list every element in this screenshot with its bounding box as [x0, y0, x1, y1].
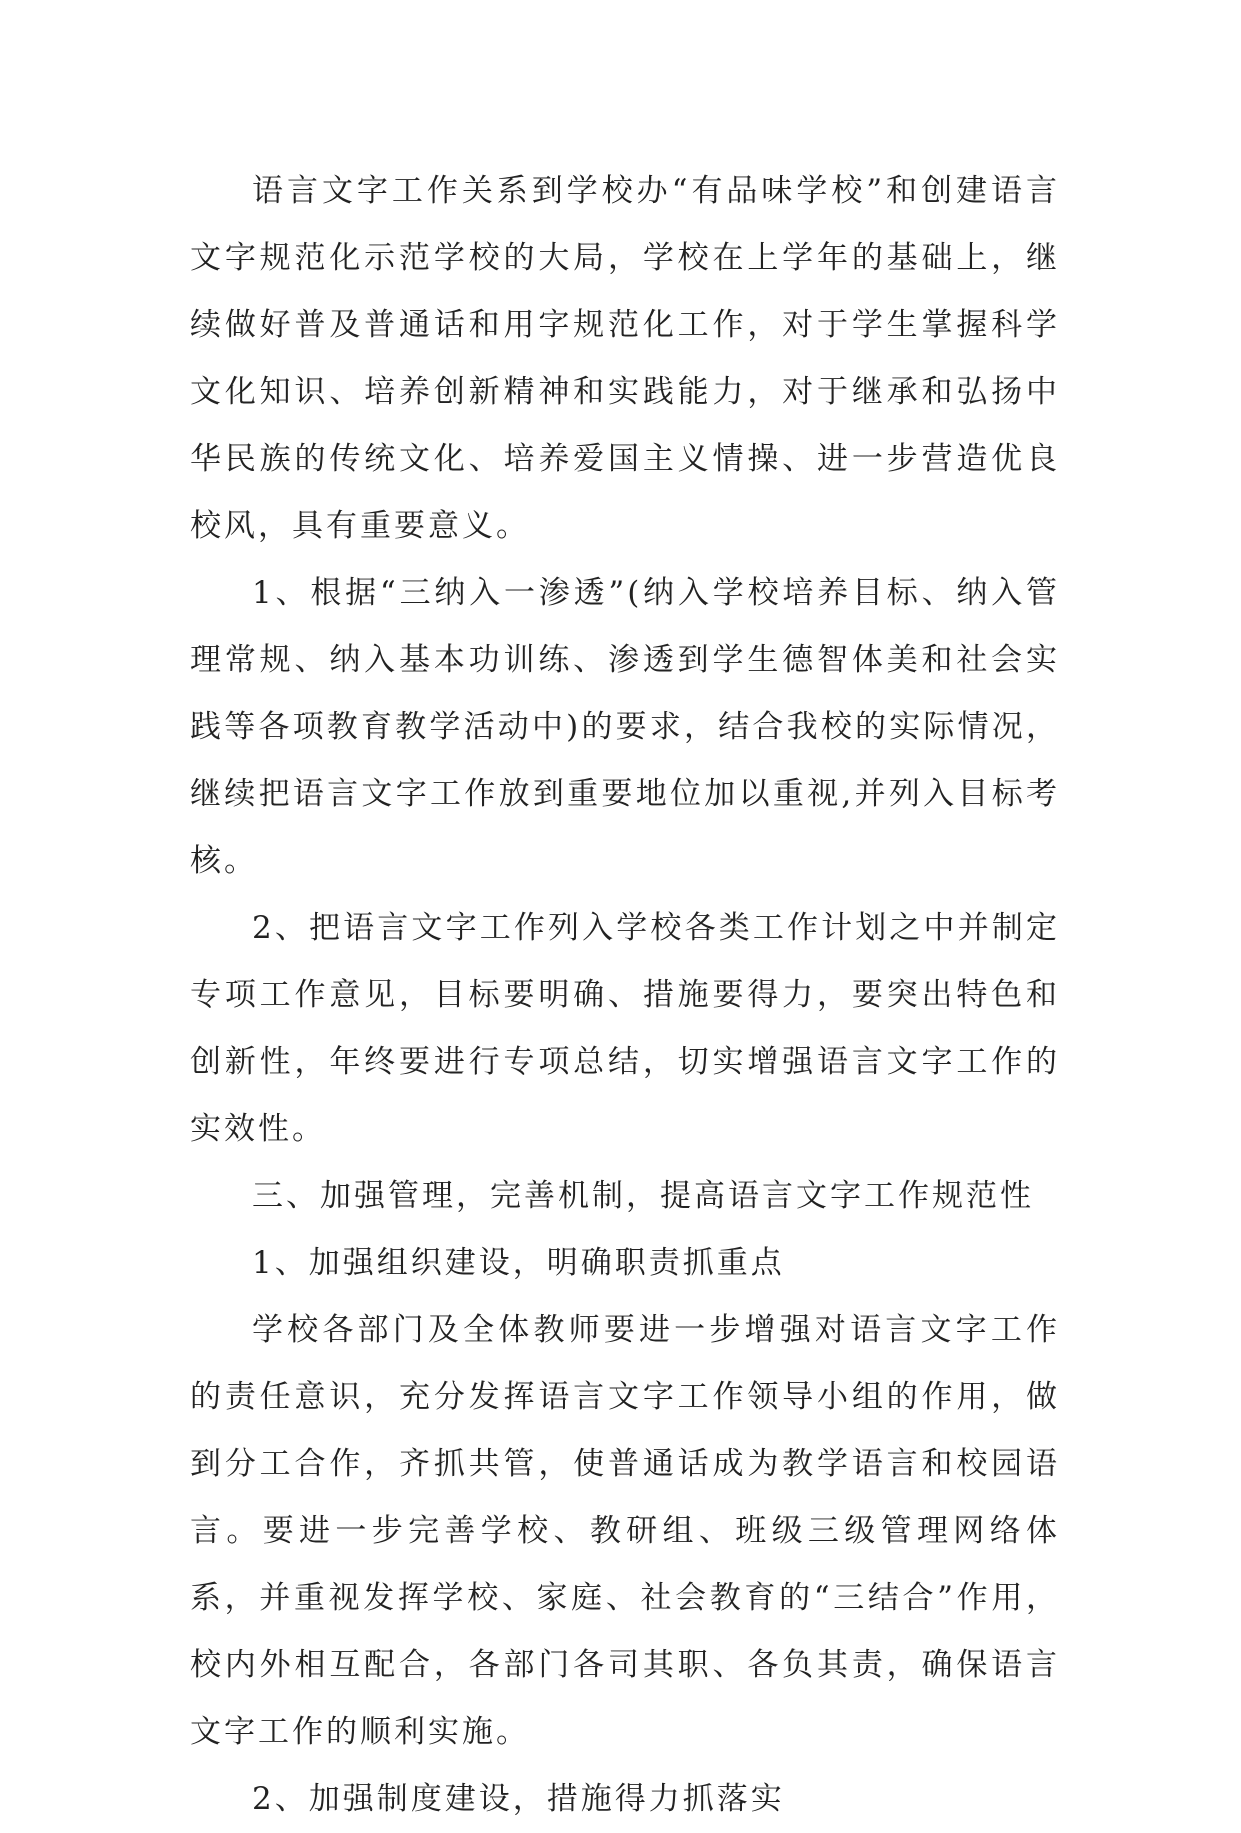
paragraph-item-1: 1、根据“三纳入一渗透”(纳入学校培养目标、纳入管理常规、纳入基本功训练、渗透到学生德智体美和社会实践等各项教育教学活动中)的要求，结合我校的实际情况，继续把语言文字工作放到重要地位加以重视,并列入目标考核。: [190, 575, 1060, 879]
subheading-3-2: 2、加强制度建设，措施得力抓落实: [252, 1781, 785, 1817]
subheading-3-1: 1、加强组织建设，明确职责抓重点: [252, 1245, 785, 1281]
paragraph-intro: 语言文字工作关系到学校办“有品味学校”和创建语言文字规范化示范学校的大局，学校在上学年的基础上，继续做好普及普通话和用字规范化工作，对于学生掌握科学文化知识、培养创新精神和实践能力，对于继承和弘扬中华民族的传统文化、培养爱国主义情操、进一步营造优良校风，具有重要意义。: [190, 173, 1060, 544]
section-heading-3: 三、加强管理，完善机制，提高语言文字工作规范性: [252, 1178, 1034, 1214]
paragraph-item-2: 2、把语言文字工作列入学校各类工作计划之中并制定专项工作意见，目标要明确、措施要得力，要突出特色和创新性，年终要进行专项总结，切实增强语言文字工作的实效性。: [190, 910, 1060, 1147]
document-body: [190, 158, 1060, 1833]
paragraph-3-1-body: 学校各部门及全体教师要进一步增强对语言文字工作的责任意识，充分发挥语言文字工作领导小组的作用，做到分工合作，齐抓共管，使普通话成为教学语言和校园语言。要进一步完善学校、教研组、班级三级管理网络体系，并重视发挥学校、家庭、社会教育的“三结合”作用，校内外相互配合，各部门各司其职、各负其责，确保语言文字工作的顺利实施。: [190, 1312, 1060, 1750]
